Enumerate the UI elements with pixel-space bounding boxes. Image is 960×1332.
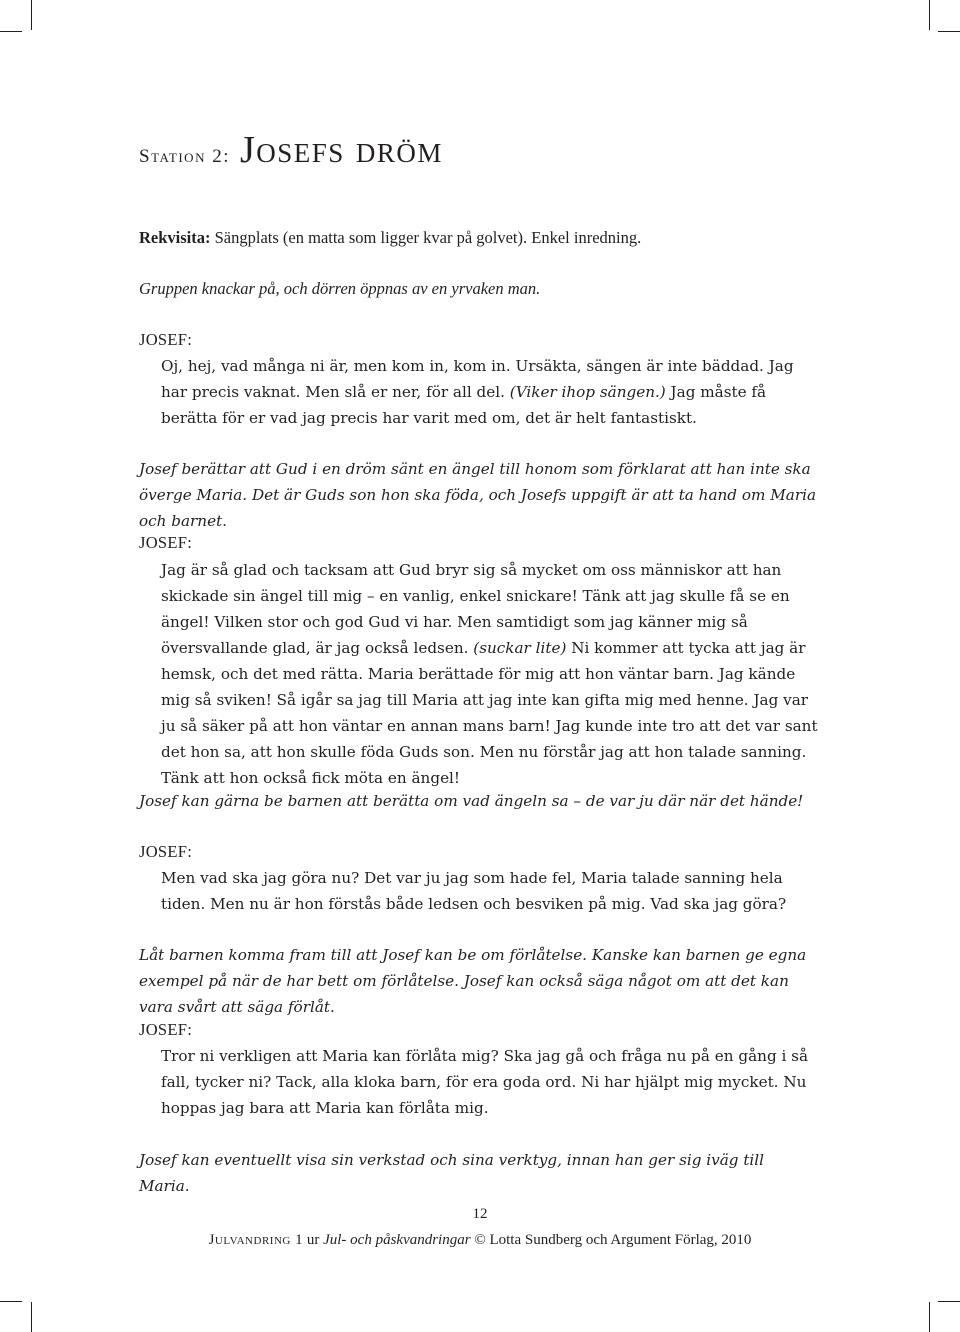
footer-copyright: © Lotta Sundberg och Argument Förlag, 2010 xyxy=(470,1232,752,1248)
crop-mark-top-right xyxy=(929,0,930,30)
stage-direction-5: Josef kan eventuellt visa sin verkstad och sina verktyg, innan han ger sig iväg till Maria. xyxy=(139,1151,765,1195)
station-label: Station 2: xyxy=(139,146,230,167)
speaker-label-2: JOSEF: xyxy=(139,533,193,552)
dialogue-line-3: Men vad ska jag göra nu? Det var ju jag som hade fel, Maria talade sanning hela tiden. Men nu är hon förstås både ledsen och besviken på mig. Vad ska jag göra? xyxy=(161,869,787,913)
page-number: 12 xyxy=(472,1206,488,1222)
footer-credits xyxy=(0,1232,960,1249)
crop-mark-bottom-left-h xyxy=(0,1301,22,1302)
station-title: Josefs dröm xyxy=(240,129,443,171)
page-title xyxy=(139,128,443,172)
dialogue-1-aside: (Viker ihop sängen.) xyxy=(509,383,666,401)
footer-series: Julvandring 1 xyxy=(208,1232,304,1248)
crop-mark-top-right-h xyxy=(938,31,960,32)
speaker-label-4: JOSEF: xyxy=(139,1020,193,1039)
crop-mark-top-left xyxy=(31,0,32,30)
props-label: Rekvisita: xyxy=(139,228,211,247)
dialogue-2-text-b: Ni kommer att tycka att jag är hemsk, och det med rätta. Maria berättade för mig att hon väntar barn. Jag kände mig så sviken! Så igår sa jag till Maria att jag inte kan gifta mig med henne. Jag var ju så säker på att hon väntar en annan mans barn! Jag kunde inte tro att det var sant det hon sa, att hon skulle föda Guds son. Men nu förstår jag att hon talade sanning. Tänk att hon också fick möta en ängel! xyxy=(161,639,818,787)
dialogue-2-text-a: Jag är så glad och tacksam att Gud bryr sig så mycket om oss människor att han skickade sin ängel till mig – en vanlig, enkel snickare! Tänk att jag skulle få se en ängel! Vilken stor och god Gud vi har. Men samtidigt som jag känner mig så översvallande glad, är jag också ledsen. xyxy=(161,561,790,657)
crop-mark-bottom-left xyxy=(31,1302,32,1332)
crop-mark-bottom-right xyxy=(929,1302,930,1332)
dialogue-2-aside: (suckar lite) xyxy=(473,639,567,657)
dialogue-1-text-b: Jag måste få berätta för er vad jag precis har varit med om, det är helt fantastiskt. xyxy=(161,383,767,427)
dialogue-line-2 xyxy=(161,557,821,791)
dialogue-line-4: Tror ni verkligen att Maria kan förlåta mig? Ska jag gå och fråga nu på en gång i så fall, tycker ni? Tack, alla kloka barn, för era goda ord. Ni har hjälpt mig mycket. Nu hoppas jag bara att Maria kan förlåta mig. xyxy=(161,1047,809,1117)
stage-direction-4: Låt barnen komma fram till att Josef kan be om förlåtelse. Kanske kan barnen ge egna exempel på när de har bett om förlåtelse. Josef kan också säga något om att det kan vara svårt att säga förlåt. xyxy=(139,946,807,1016)
crop-mark-bottom-right-h xyxy=(938,1301,960,1302)
footer-ur: ur xyxy=(303,1232,324,1248)
props-paragraph xyxy=(139,225,819,251)
speaker-label-1: JOSEF: xyxy=(139,330,193,349)
footer-book-title: Jul- och påskvandringar xyxy=(323,1232,471,1248)
speaker-label-3: JOSEF: xyxy=(139,842,193,861)
dialogue-line-1 xyxy=(161,353,821,431)
props-text: Sängplats (en matta som ligger kvar på golvet). Enkel inredning. xyxy=(210,228,642,247)
crop-mark-top-left-h xyxy=(0,31,22,32)
dialogue-1-text-a: Oj, hej, vad många ni är, men kom in, kom in. Ursäkta, sängen är inte bäddad. Jag har precis vaknat. Men slå er ner, för all del. xyxy=(161,357,794,401)
stage-direction-3: Josef kan gärna be barnen att berätta om vad ängeln sa – de var ju där när det hände! xyxy=(139,792,804,810)
stage-direction-1: Gruppen knackar på, och dörren öppnas av en yrvaken man. xyxy=(139,279,541,298)
stage-direction-2: Josef berättar att Gud i en dröm sänt en ängel till honom som förklarat att han inte ska överge Maria. Det är Guds son hon ska föda, och Josefs uppgift är att ta hand om Maria och barnet. xyxy=(139,460,817,530)
